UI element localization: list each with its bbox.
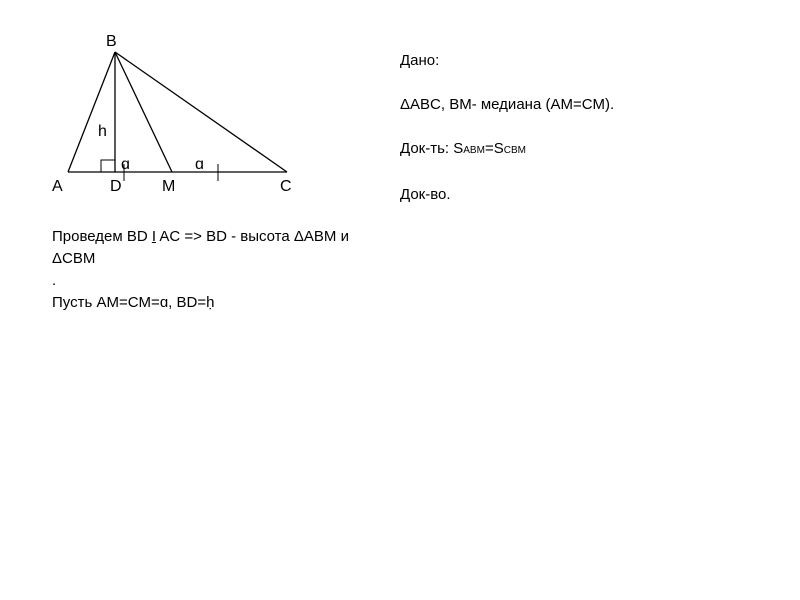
- proof-block: [52, 226, 349, 314]
- label-c: C: [280, 178, 292, 195]
- side-ab: [68, 52, 115, 172]
- proof-heading: Док-во.: [400, 186, 451, 203]
- label-alpha-am: ɑ: [121, 156, 130, 173]
- prove-statement: [400, 138, 614, 162]
- prove-prefix: Док-ть:: [400, 140, 454, 157]
- proof-line-3: .: [52, 272, 57, 289]
- label-m: M: [162, 178, 176, 195]
- equals-sign: =: [484, 140, 494, 157]
- label-h: h: [98, 123, 107, 140]
- label-alpha-mc: ɑ: [195, 156, 204, 173]
- label-d: D: [110, 178, 122, 195]
- area-symbol-1: S: [453, 140, 464, 157]
- proof-line-2: ΔCBM: [52, 250, 96, 267]
- label-a: A: [52, 178, 63, 195]
- median-bm: [115, 52, 172, 172]
- area-subscript-2: CBM: [503, 145, 526, 156]
- given-triangle: ΔABC, BM- медиана (AM=CM).: [400, 96, 615, 113]
- right-angle-mark: [101, 160, 115, 172]
- given-heading: Дано:: [400, 52, 440, 69]
- proof-line-4: Пусть AM=CM=ɑ, BD=ḥ: [52, 294, 215, 311]
- area-subscript-1: ABM: [463, 145, 485, 156]
- label-b: B: [106, 33, 117, 50]
- proof-line-1-end: AC => BD - высота ΔABM и: [156, 228, 349, 245]
- area-symbol-2: S: [493, 140, 504, 157]
- proof-line-1: [52, 226, 349, 248]
- given-block: [400, 50, 614, 228]
- side-bc: [115, 52, 287, 172]
- perpendicular-symbol: I: [151, 228, 157, 245]
- proof-line-1-start: Проведем BD: [52, 228, 152, 245]
